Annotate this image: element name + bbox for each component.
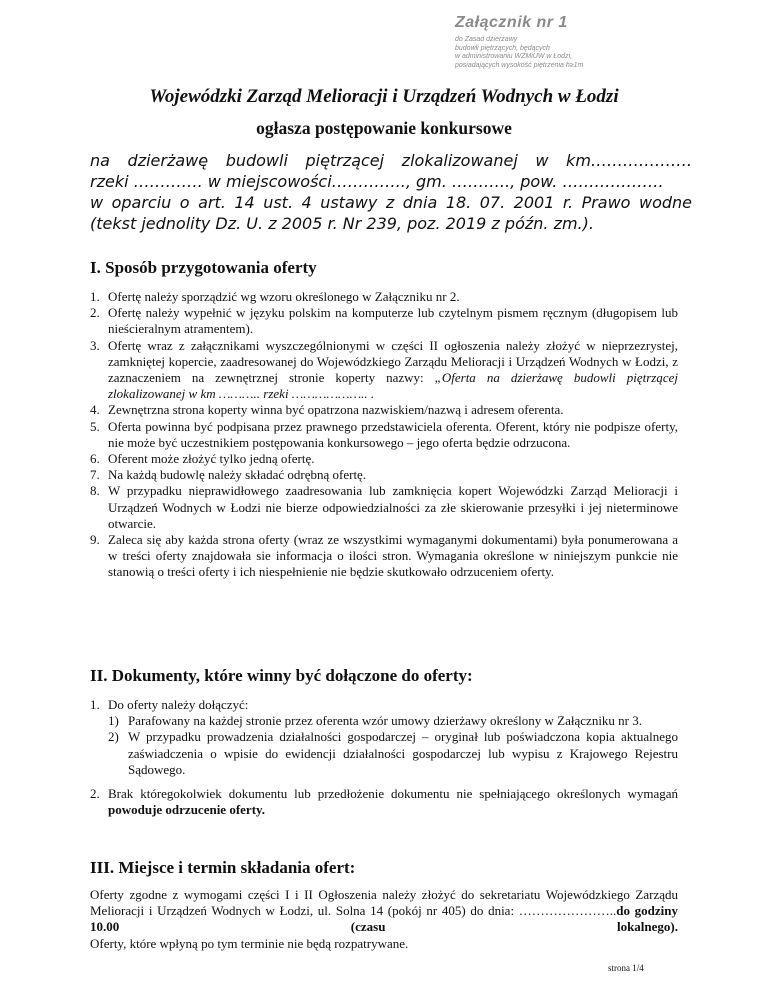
- item-number: 1.: [90, 697, 100, 712]
- item-number: 4.: [90, 402, 100, 418]
- item-number: 6.: [90, 451, 100, 467]
- page-number: strona 1/4: [608, 963, 644, 973]
- deadline-hour: do godziny 10.00 (czasu lokalnego).: [90, 903, 678, 935]
- subitem-number: 2): [108, 729, 119, 745]
- item-text: Zewnętrzna strona koperty winna być opatrzona nazwiskiem/nazwą i adresem oferenta.: [108, 402, 564, 418]
- section-2-list: [90, 697, 678, 818]
- item-text: Oferent może złożyć tylko jedną ofertę.: [108, 451, 315, 467]
- list-item: [90, 786, 678, 818]
- subitem-text: Parafowany na każdej stronie przez oferenta wzór umowy dzierżawy określony w Załączniku nr 3.: [128, 713, 643, 729]
- annex-block: [455, 14, 755, 70]
- item-number: 2.: [90, 305, 100, 321]
- item-number: 9.: [90, 532, 100, 548]
- item-text: Oferta powinna być podpisana przez prawnego przedstawiciela oferenta. Oferent, który nie podpisze oferty, nie może być uczestnikiem postępowania konkursowego – jego oferta będzie odrzucona.: [108, 418, 678, 450]
- list-item: [90, 419, 678, 451]
- section-1-list: [90, 289, 678, 581]
- list-item: [90, 467, 678, 483]
- list-item: [90, 532, 678, 581]
- item-number: 7.: [90, 467, 100, 483]
- list-item: [90, 483, 678, 532]
- list-item: [90, 402, 678, 418]
- item-number: 1.: [90, 289, 100, 304]
- item-text: Do oferty należy dołączyć:: [108, 697, 249, 712]
- list-item: [90, 451, 678, 467]
- envelope-label-text: „Oferta na dzierżawę budowli piętrzącej zlokalizowanej w km ……….. rzeki ……………….. .: [108, 370, 679, 402]
- intro-line: rzeki …………. w miejscowości………….., gm. ……….., pow. ……………….: [90, 172, 664, 191]
- late-offers-note: Oferty, które wpłyną po tym terminie nie będą rozpatrywane.: [90, 935, 409, 951]
- submission-text: Oferty zgodne z wymogami części I i II Ogłoszenia należy złożyć do sekretariatu Wojewódzkiego Zarządu Melioracji i Urządzeń Wodnych w Łodzi, ul. Solna 14 (pokój nr 405) do dnia: …………………..: [90, 887, 678, 919]
- announcement-heading: ogłasza postępowanie konkursowe: [256, 118, 512, 138]
- item-text: Brak któregokolwiek dokumentu lub przedłożenie dokumentu nie spełniającego określonych wymagań: [108, 786, 678, 802]
- rejection-notice: powoduje odrzucenie oferty.: [108, 802, 266, 818]
- section-3-heading: III. Miejsce i termin składania ofert:: [90, 858, 356, 877]
- item-number: 5.: [90, 418, 100, 434]
- sub-list-item: [108, 713, 678, 729]
- section-3-body: [90, 887, 678, 952]
- item-number: 8.: [90, 483, 100, 499]
- annex-note-line: w administrowaniu WZMiUW w Łodzi,: [455, 53, 573, 61]
- annex-note-line: posiadających wysokość piętrzenia h≥1m: [455, 61, 584, 69]
- item-text: Zaleca się aby każda strona oferty (wraz ze wszystkimi wymaganymi dokumentami) była ponumerowana a w treści oferty znajdowała sie informacja o ilości stron. Wymagania określone w niniejszym punkcie nie stanowią o treści oferty i ich niespełnienie nie będzie skutkowało odrzuceniem oferty.: [108, 532, 678, 580]
- item-text: Ofertę należy wypełnić w języku polskim na komputerze lub czytelnym pismem ręcznym (długopisem lub nieścieralnym atramentem).: [108, 305, 678, 337]
- list-item: [90, 305, 678, 337]
- item-text: Na każdą budowlę należy składać odrębną ofertę.: [108, 467, 367, 483]
- intro-line: na dzierżawę budowli piętrzącej zlokalizowanej w km……………….: [90, 151, 692, 170]
- list-item: [90, 338, 678, 403]
- list-item: [90, 697, 678, 778]
- annex-note-line: do Zasad dzierżawy: [455, 36, 518, 43]
- subitem-text: W przypadku prowadzenia działalności gospodarczej – oryginał lub poświadczona kopia aktualnego zaświadczenia o wpisie do ewidencji działalności gospodarczej lub wypisu z Krajowego Rejestru Sądowego.: [128, 729, 678, 777]
- annex-note: [455, 36, 755, 70]
- item-text: Ofertę należy sporządzić wg wzoru określonego w Załączniku nr 2.: [108, 289, 460, 304]
- sub-list-item: [108, 729, 678, 778]
- submission-paragraph: [90, 887, 678, 936]
- list-item: [90, 289, 678, 305]
- intro-line: (tekst jednolity Dz. U. z 2005 r. Nr 239, poz. 2019 z późn. zm.).: [90, 214, 594, 233]
- subitem-number: 1): [108, 713, 119, 729]
- annex-note-line: budowli piętrzących, będących: [455, 44, 550, 52]
- section-2-heading: II. Dokumenty, które winny być dołączone do oferty:: [90, 666, 473, 685]
- item-text: Ofertę wraz z załącznikami wyszczególnionymi w części II ogłoszenia należy złożyć w nieprzezrystej, zamkniętej kopercie, zaadresowanej do Wojewódzkiego Zarządu Melioracji i Urządzeń Wodnych w Łodzi, z zaznaczeniem na zewnętrznej stronie koperty nazwy:: [108, 337, 678, 386]
- intro-paragraph: [90, 150, 692, 234]
- annex-title: Załącznik nr 1: [455, 14, 568, 31]
- section-1-heading: I. Sposób przygotowania oferty: [90, 258, 317, 277]
- item-number: 3.: [90, 337, 100, 353]
- organization-title: Wojewódzki Zarząd Melioracji i Urządzeń Wodnych w Łodzi: [149, 86, 619, 107]
- item-text: W przypadku nieprawidłowego zaadresowania lub zamknięcia kopert Wojewódzki Zarząd Melioracji i Urządzeń Wodnych w Łodzi nie bierze odpowiedzialności za złe skierowanie przesyłki i jej nieterminowe otwarcie.: [108, 483, 678, 531]
- item-number: 2.: [90, 786, 100, 802]
- intro-line: w oparciu o art. 14 ust. 4 ustawy z dnia 18. 07. 2001 r. Prawo wodne: [90, 193, 692, 212]
